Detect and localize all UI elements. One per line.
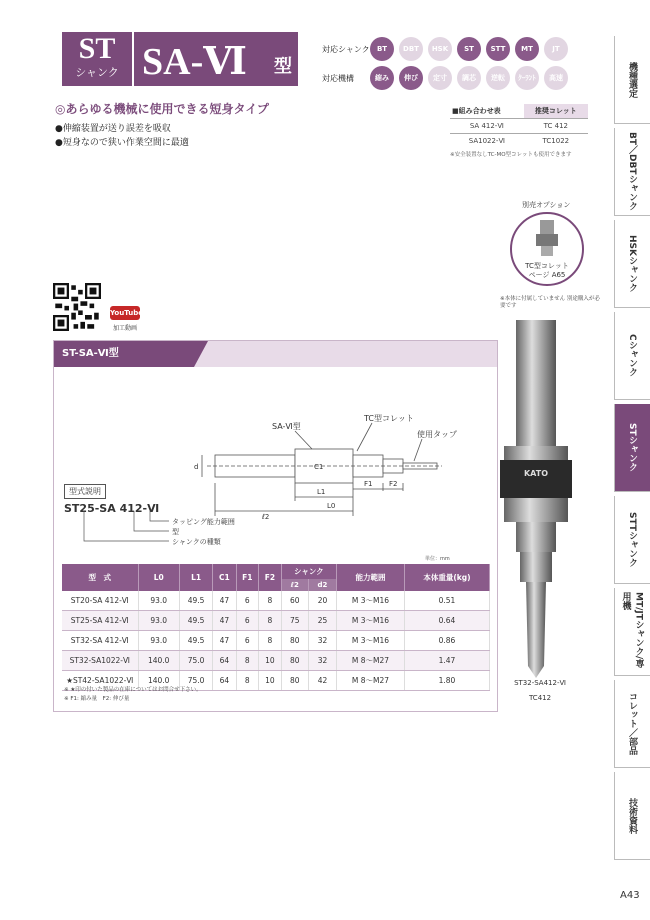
machine-badge: ｸｰﾗﾝﾄ: [515, 66, 539, 90]
side-tab[interactable]: STTシャンク: [614, 496, 650, 584]
footnote: ※ ★印の付いた製品の在庫についてはお問合せ下さい。: [64, 687, 202, 693]
spec-subheader: ℓ2: [281, 579, 308, 591]
side-tab[interactable]: Cシャンク: [614, 312, 650, 400]
spec-header: L0: [138, 564, 179, 591]
legend-type: 型: [172, 528, 179, 536]
spec-cell: ST32-SA1022-Ⅵ: [62, 651, 138, 671]
machine-badge: 伸び: [399, 66, 423, 90]
label-sa: SA-Ⅵ型: [272, 422, 301, 431]
legend-range: タッピング能力範囲: [172, 518, 235, 526]
spec-header: 能力範囲: [337, 564, 405, 591]
spec-cell: 75: [281, 611, 308, 631]
spec-cell: 6: [236, 611, 259, 631]
spec-cell: 1.80: [404, 671, 489, 691]
spec-cell: ST25-SA 412-Ⅵ: [62, 611, 138, 631]
series-label: ST: [78, 32, 116, 65]
series-badge: [62, 32, 132, 86]
label-f2: F2: [389, 480, 398, 488]
shank-badge: HSK: [428, 37, 452, 61]
page-number: A43: [620, 890, 640, 901]
machine-badge: 定寸: [428, 66, 452, 90]
option-page-link[interactable]: ページ A65: [528, 271, 566, 279]
label-l2: ℓ2: [262, 513, 270, 521]
spec-cell: 80: [281, 671, 308, 691]
side-tab[interactable]: コレット／部品: [614, 680, 650, 768]
option-text[interactable]: [510, 262, 584, 280]
spec-cell: 49.5: [179, 631, 212, 651]
spec-cell: 60: [281, 591, 308, 611]
footnotes: [64, 686, 202, 704]
spec-cell: 75.0: [179, 651, 212, 671]
spec-cell: ST20-SA 412-Ⅵ: [62, 591, 138, 611]
spec-cell: M 3～M16: [337, 591, 405, 611]
shank-badge: JT: [544, 37, 568, 61]
spec-cell: 93.0: [138, 631, 179, 651]
combo-title: ■組み合わせ表: [452, 107, 501, 115]
combo-note: ※安全装置なしTC-MO型コレットも使用できます: [450, 152, 572, 158]
label-l0: L0: [327, 502, 336, 510]
shank-badge: ST: [457, 37, 481, 61]
product-photo: [490, 316, 582, 692]
combo-cell: SA 412-Ⅵ: [450, 119, 524, 134]
side-tab[interactable]: BT／DBTシャンク: [614, 128, 650, 216]
spec-cell: 0.86: [404, 631, 489, 651]
spec-header: L1: [179, 564, 212, 591]
spec-cell: 140.0: [138, 651, 179, 671]
combo-row: [450, 119, 588, 134]
feature-bullet: ●伸縮装置が送り誤差を吸収: [55, 124, 171, 134]
video-caption: 加工動画: [113, 325, 138, 332]
spec-cell: 47: [213, 591, 236, 611]
spec-cell: 8: [259, 631, 282, 651]
footnote: ※ F1: 縮み量 F2: 伸び量: [64, 696, 130, 702]
option-title: TC型コレット: [525, 262, 569, 270]
label-tc-collet: TC型コレット: [364, 414, 414, 423]
side-tab[interactable]: 機種選定: [614, 36, 650, 124]
spec-row: [62, 631, 490, 651]
spec-cell: 64: [213, 671, 236, 691]
side-tab[interactable]: HSKシャンク: [614, 220, 650, 308]
machine-compat-row: [322, 66, 573, 90]
spec-cell: 32: [308, 651, 336, 671]
spec-cell: ★ST42-SA1022-Ⅵ: [62, 671, 138, 691]
spec-cell: 1.47: [404, 651, 489, 671]
feature-bullets: [55, 122, 189, 150]
spec-cell: 10: [259, 651, 282, 671]
machine-compat-label: 対応機構: [322, 73, 354, 83]
shank-badge: MT: [515, 37, 539, 61]
spec-header: F1: [236, 564, 259, 591]
spec-cell: 0.51: [404, 591, 489, 611]
panel-title: ST-SA-Ⅵ型: [54, 341, 194, 367]
unit-label: 単位：mm: [425, 556, 450, 562]
spec-cell: M 3～M16: [337, 611, 405, 631]
spec-header: 型 式: [62, 564, 138, 591]
spec-cell: 80: [281, 651, 308, 671]
label-f1: F1: [364, 480, 373, 488]
machine-badge: 調芯: [457, 66, 481, 90]
model-legend: [64, 511, 314, 561]
spec-cell: 8: [259, 611, 282, 631]
feature-bullet: ●短身なので狭い作業空間に最適: [55, 138, 189, 148]
spec-row: [62, 651, 490, 671]
spec-cell: 8: [236, 671, 259, 691]
spec-header: C1: [213, 564, 236, 591]
spec-cell: 8: [259, 591, 282, 611]
brand-label: KATO: [523, 469, 549, 478]
spec-cell: 25: [308, 611, 336, 631]
legend-shank: シャンクの種類: [172, 538, 221, 546]
spec-cell: 47: [213, 631, 236, 651]
qr-code-icon[interactable]: [53, 283, 101, 331]
spec-cell: 93.0: [138, 611, 179, 631]
model-label: SA-Ⅵ: [142, 41, 247, 83]
spec-cell: 93.0: [138, 591, 179, 611]
spec-cell: 20: [308, 591, 336, 611]
combo-col-header: 推奨コレット: [524, 104, 588, 119]
spec-header: 本体重量(kg): [404, 564, 489, 591]
spec-cell: 64: [213, 651, 236, 671]
spec-cell: 6: [236, 591, 259, 611]
photo-caption-collet: TC412: [528, 694, 552, 702]
spec-cell: 49.5: [179, 591, 212, 611]
label-l1: L1: [317, 488, 326, 496]
spec-cell: 80: [281, 631, 308, 651]
photo-caption: [500, 676, 580, 706]
spec-table: [62, 564, 490, 691]
model-code: ST25-SA 412-Ⅵ: [64, 502, 160, 515]
machine-badge: 逆転: [486, 66, 510, 90]
side-tab[interactable]: STシャンク: [614, 404, 650, 492]
catchphrase: ◎あらゆる機械に使用できる短身タイプ: [55, 102, 269, 116]
spec-cell: 140.0: [138, 671, 179, 691]
shank-badge: BT: [370, 37, 394, 61]
combo-row: [450, 134, 588, 149]
model-explanation-header: 型式説明: [64, 484, 106, 499]
series-sub-label: シャンク: [75, 66, 119, 79]
side-tab[interactable]: MT/JTシャンク/専用機: [614, 588, 650, 676]
label-tap: 使用タップ: [417, 430, 457, 439]
youtube-icon[interactable]: YouTube: [110, 306, 140, 320]
label-d: d: [194, 463, 199, 471]
model-suffix: 型: [274, 56, 292, 77]
label-c1: C1: [314, 463, 324, 471]
option-note: ※本体に付属していません 別途購入が必要です: [500, 296, 600, 309]
spec-cell: M 8～M27: [337, 671, 405, 691]
shank-badge: STT: [486, 37, 510, 61]
spec-header: シャンク: [281, 564, 336, 579]
product-panel: [53, 340, 498, 712]
photo-caption-model: ST32-SA412-Ⅵ: [514, 679, 566, 687]
combo-cell: TC 412: [524, 119, 588, 134]
option-label: 別売オプション: [522, 201, 571, 209]
spec-cell: 47: [213, 611, 236, 631]
combination-table: [450, 104, 588, 158]
spec-cell: ST32-SA 412-Ⅵ: [62, 631, 138, 651]
side-tab[interactable]: 技術資料: [614, 772, 650, 860]
spec-cell: 49.5: [179, 611, 212, 631]
spec-cell: 8: [236, 651, 259, 671]
spec-cell: 42: [308, 671, 336, 691]
model-badge: [134, 32, 298, 86]
spec-cell: 10: [259, 671, 282, 691]
machine-badge: 高速: [544, 66, 568, 90]
spec-cell: 32: [308, 631, 336, 651]
shank-badge: DBT: [399, 37, 423, 61]
spec-cell: M 3～M16: [337, 631, 405, 651]
spec-cell: 75.0: [179, 671, 212, 691]
combo-cell: SA1022-Ⅵ: [450, 134, 524, 149]
spec-row: [62, 611, 490, 631]
spec-row: [62, 591, 490, 611]
machine-badges: [370, 66, 573, 90]
shank-compat-row: [322, 37, 573, 61]
spec-cell: 0.64: [404, 611, 489, 631]
spec-header: F2: [259, 564, 282, 591]
shank-compat-label: 対応シャンク: [322, 44, 370, 54]
shank-badges: [370, 37, 573, 61]
machine-badge: 縮み: [370, 66, 394, 90]
title-block: [62, 32, 298, 86]
spec-cell: M 8～M27: [337, 651, 405, 671]
spec-subheader: d2: [308, 579, 336, 591]
spec-cell: 6: [236, 631, 259, 651]
combo-cell: TC1022: [524, 134, 588, 149]
